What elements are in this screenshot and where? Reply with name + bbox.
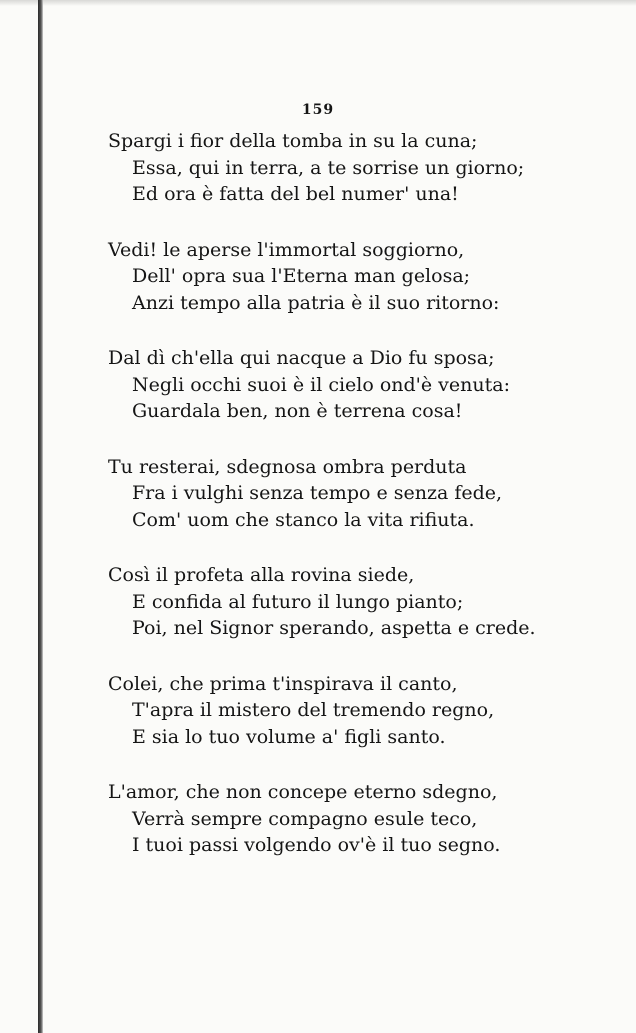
- verse-line: E confida al futuro il lungo pianto;: [132, 590, 464, 613]
- poem: [108, 128, 608, 859]
- verse-line: Fra i vulghi senza tempo e senza fede,: [132, 482, 503, 504]
- stanza-6: [108, 671, 608, 751]
- stanza-3: [108, 345, 608, 425]
- stanza-1: [108, 128, 608, 208]
- verse-line: E sia lo tuo volume a' figli santo.: [132, 725, 446, 748]
- verse-line: Guardala ben, non è terrena cosa!: [132, 400, 463, 422]
- verse-line: L'amor, che non concepe eterno sdegno,: [108, 781, 498, 803]
- page-top-edge: [0, 0, 636, 6]
- verse-line: Dal dì ch'ella qui nacque a Dio fu sposa;: [108, 347, 495, 369]
- verse-line: Negli occhi suoi è il cielo ond'è venuta:: [132, 373, 510, 396]
- stanza-7: [108, 779, 608, 859]
- stanza-4: [108, 454, 608, 534]
- stanza-2: [108, 237, 608, 317]
- binding-edge: [38, 0, 43, 1033]
- verse-line: Spargi i fior della tomba in su la cuna;: [108, 130, 478, 152]
- verse-line: Anzi tempo alla patria è il suo ritorno:: [132, 291, 500, 314]
- verse-line: Così il profeta alla rovina siede,: [108, 564, 415, 586]
- verse-line: Vedi! le aperse l'immortal soggiorno,: [108, 238, 465, 261]
- verse-line: Tu resterai, sdegnosa ombra perduta: [108, 455, 467, 478]
- page-number: 159: [301, 102, 335, 118]
- verse-line: Poi, nel Signor sperando, aspetta e crede.: [132, 617, 536, 639]
- stanza-5: [108, 562, 608, 642]
- verse-line: Verrà sempre compagno esule teco,: [132, 807, 478, 830]
- verse-line: Dell' opra sua l'Eterna man gelosa;: [132, 265, 471, 287]
- verse-line: Com' uom che stanco la vita rifiuta.: [132, 508, 475, 531]
- verse-line: T'apra il mistero del tremendo regno,: [132, 699, 495, 721]
- verse-line: Colei, che prima t'inspirava il canto,: [108, 672, 458, 695]
- verse-line: Essa, qui in terra, a te sorrise un giorno;: [132, 156, 525, 179]
- verse-line: Ed ora è fatta del bel numer' una!: [132, 183, 459, 205]
- verse-line: I tuoi passi volgendo ov'è il tuo segno.: [132, 834, 501, 856]
